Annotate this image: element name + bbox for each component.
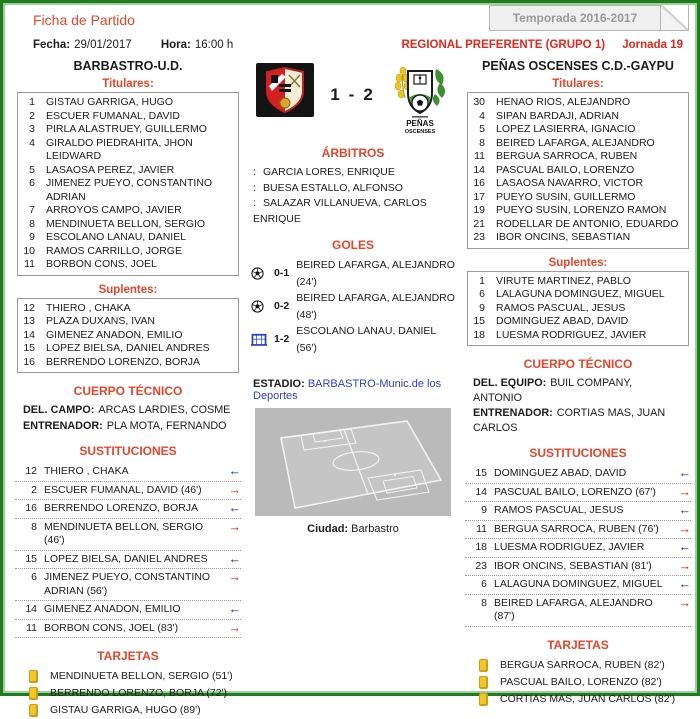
barbastro-crest-icon [256,63,314,117]
player-number: 9 [479,301,485,314]
goal-scorer: BEIRED LAFARGA, ALEJANDRO (48') [296,292,455,321]
player-row [18,356,238,370]
score [326,85,378,105]
substitution-row [15,500,241,519]
player-row [18,137,238,164]
player-number: 15 [475,467,487,479]
player-number: 8 [29,217,35,230]
player-row [18,315,238,329]
player-number: 6 [481,578,487,590]
substitution-arrow-icon [673,578,691,591]
staff-role: DEL. CAMPO: [23,404,95,416]
away-score: 2 [363,85,374,104]
player-name: BEIRED LAFARGA, ALEJANDRO (87') [494,596,653,622]
player-row [18,245,238,259]
home-staff-label: CUERPO TÉCNICO [73,384,183,398]
player-row [18,218,238,232]
referee-row [253,196,455,227]
goal-score: 0-2 [274,300,290,313]
player-name: PASCUAL BAILO, LORENZO (67') [494,485,656,498]
player-name: LALAGUNA DOMINGUEZ, MIGUEL [496,288,665,300]
staff-role: DEL. EQUIPO: [473,377,547,389]
home-staff-list [13,403,243,433]
player-number: 8 [481,596,487,609]
away-titulares-list [467,92,689,249]
home-subs-label: SUSTITUCIONES [79,444,177,458]
referee-name: BUESA ESTALLO, ALFONSO [263,181,403,194]
goal-type-icon [251,300,267,313]
away-titulares-label: Titulares: [552,78,604,90]
player-number: 6 [479,288,485,300]
staff-role: ENTRENADOR: [23,419,103,432]
player-number: 9 [29,231,35,243]
home-score: 1 [330,85,341,104]
card-player-name: MENDINUETA BELLON, SERGIO (51') [50,670,233,682]
player-number: 5 [29,163,35,176]
page-title: Ficha de Partido [33,12,135,28]
player-name: BERGUA SARROCA, RUBEN (76') [494,522,659,535]
away-cards-list [465,657,691,708]
player-row [468,288,688,302]
player-row [468,96,688,110]
player-name: BERRENDO LORENZO, BORJA [44,502,199,514]
referee-colon: : [253,166,256,178]
player-row [18,231,238,245]
player-number: 18 [473,328,485,341]
arbitros-label: ÁRBITROS [321,146,385,160]
home-cards-list [15,668,241,719]
player-number: 11 [474,150,485,162]
home-suplentes-label: Suplentes: [98,283,158,296]
card-player-name: BERGUA SARROCA, RUBEN (82') [500,658,665,671]
card-row [479,674,691,691]
substitution-row [465,539,691,558]
substitution-arrow-icon [223,521,241,534]
player-number: 1 [29,96,35,108]
player-name: GIRALDO PIEDRAHITA, JHON LEIDWARD [46,136,193,162]
player-row [18,123,238,137]
player-number: 11 [476,522,487,535]
estadio-line [253,378,455,402]
card-row [479,657,691,674]
staff-name: PLA MOTA, FERNANDO [106,419,227,432]
date-time [33,39,233,51]
player-name: DOMINGUEZ ABAD, DAVID [496,315,629,327]
player-number: 6 [31,571,37,583]
player-name: IBOR ONCINS, SEBASTIAN (81') [494,559,652,572]
substitution-row [15,463,241,482]
substitution-arrow-icon [673,597,691,610]
player-name: THIERO , CHAKA [46,301,131,314]
yellow-card-icon [29,670,38,683]
player-name: BORBON CONS, JOEL (83') [44,621,179,634]
jornada: Jornada 19 [622,39,683,51]
substitution-row [465,558,691,577]
player-name: LASAOSA NAVARRO, VICTOR [496,177,644,189]
goal-scorer: ESCOLANO LANAU, DANIEL (56') [296,325,436,354]
player-row [468,123,688,137]
player-number: 18 [475,541,487,553]
estadio-label: ESTADIO: [253,378,305,390]
substitution-arrow-icon [223,571,241,584]
player-row [18,164,238,178]
away-suplentes-list [467,271,689,347]
player-number: 6 [29,177,35,189]
competition-info [401,39,683,51]
player-number: 8 [31,520,37,533]
player-name: GIMENEZ ANADON, EMILIO [46,328,183,341]
player-number: 16 [23,355,35,368]
player-row [18,258,238,272]
player-number: 14 [473,163,485,176]
goal-score: 0-1 [274,267,290,280]
penas-oscenses-crest-icon [390,63,450,135]
player-row [468,164,688,178]
player-number: 30 [473,96,485,108]
substitution-arrow-icon [673,560,691,573]
player-row [468,204,688,218]
substitution-row [15,601,241,620]
competition-name: REGIONAL PREFERENTE (GRUPO 1) [401,39,606,51]
referee-colon: : [253,197,256,209]
player-number: 10 [23,244,35,257]
player-name: LUESMA RODRIGUEZ, JAVIER [494,541,645,553]
substitution-arrow-icon [673,523,691,536]
substitution-arrow-icon [673,541,691,554]
home-substitutions-list [15,463,241,638]
player-number: 23 [473,231,485,243]
goal-row [251,323,455,356]
svg-text:PEÑAS: PEÑAS [406,119,434,128]
goles-list [251,257,455,356]
player-number: 2 [29,109,35,122]
player-name: LASAOSA PEREZ, JAVIER [46,163,175,176]
card-player-name: GISTAU GARRIGA, HUGO (89') [50,704,201,716]
player-name: LALAGUNA DOMINGUEZ, MIGUEL [494,578,663,590]
player-number: 11 [24,258,35,270]
ciudad-label: Ciudad: [307,523,349,535]
goal-scorer: BEIRED LAFARGA, ALEJANDRO (24') [296,259,455,288]
substitution-row [15,551,241,570]
substitution-row [15,482,241,501]
goal-row [251,257,455,290]
player-number: 1 [479,274,485,287]
staff-name: BUIL COMPANY, ANTONIO [473,377,633,404]
card-row [29,702,241,719]
card-player-name: CORTIAS MAS, JUAN CARLOS (82') [500,692,676,705]
svg-text:OSCENSES: OSCENSES [404,129,436,135]
player-name: HENAO RIOS, ALEJANDRO [496,96,631,108]
player-name: GIMENEZ ANADON, EMILIO [44,603,181,615]
player-number: 12 [25,465,37,477]
player-number: 15 [23,342,35,354]
player-row [468,231,688,245]
substitution-row [465,595,691,627]
substitution-arrow-icon [673,504,691,517]
player-number: 2 [31,483,37,496]
player-row [468,275,688,289]
player-name: LUESMA RODRIGUEZ, JAVIER [496,328,647,341]
goal-type-icon [251,333,267,346]
hora-label: Hora: [160,39,191,51]
center-column [247,57,459,690]
player-row [468,191,688,205]
substitution-row [15,569,241,601]
substitution-arrow-icon [673,467,691,480]
player-name: LOPEZ BIELSA, DANIEL ANDRES [46,342,210,354]
player-row [468,177,688,191]
goles-label: GOLES [331,238,374,252]
referee-name: SALAZAR VILLANUEVA, CARLOS ENRIQUE [253,197,427,225]
away-team-name: PEÑAS OSCENSES C.D.-GAYPU [482,59,674,73]
staff-row [23,403,233,418]
away-team-column [459,57,697,705]
home-team-name: BARBASTRO-U.D. [73,59,183,73]
estadio-link[interactable]: BARBASTRO-Munic.de los Deportes [253,378,442,402]
player-name: PUEYO SUSIN, GUILLERMO [496,190,636,203]
player-number: 16 [25,502,37,514]
player-name: BERGUA SARROCA, RUBEN [496,150,638,162]
substitution-row [15,519,241,551]
player-name: PIRLA ALASTRUEY, GUILLERMO [46,123,207,135]
player-name: ARROYOS CAMPO, JAVIER [46,204,182,216]
player-name: RODELLAR DE ANTONIO, EDUARDO [496,217,679,230]
player-name: THIERO , CHAKA [44,465,129,477]
referee-row [253,165,455,181]
card-row [29,685,241,702]
player-number: 15 [473,315,485,327]
goal-score: 1-2 [274,333,290,346]
staff-row [23,419,233,434]
referee-name: GARCIA LORES, ENRIQUE [263,166,395,178]
player-row [18,302,238,316]
player-name: ESCUER FUMANAL, DAVID [46,109,180,122]
staff-row [473,376,683,405]
referee-colon: : [253,181,256,194]
away-staff-label: CUERPO TÉCNICO [523,357,633,371]
away-subs-label: SUSTITUCIONES [529,446,627,460]
player-name: GISTAU GARRIGA, HUGO [46,96,173,108]
player-row [468,110,688,124]
yellow-card-icon [479,693,488,706]
player-row [18,96,238,110]
main-columns [9,57,691,716]
player-number: 23 [475,559,487,572]
player-name: PUEYO SUSIN, LORENZO RAMON [496,204,667,216]
player-number: 13 [23,315,35,327]
stadium-field-image [255,408,451,516]
player-name: LOPEZ BIELSA, DANIEL ANDRES [44,552,208,565]
yellow-card-icon [29,687,38,700]
player-number: 4 [29,136,35,149]
player-name: BERRENDO LORENZO, BORJA [46,355,201,368]
fecha-value: 29/01/2017 [74,39,132,51]
match-info-row [33,39,683,51]
player-number: 21 [473,217,485,230]
home-titulares-label: Titulares: [102,78,154,90]
substitution-row [465,576,691,595]
goal-type-icon [251,267,267,280]
player-row [18,329,238,343]
player-name: SIPAN BARDAJI, ADRIAN [496,109,619,122]
player-name: ESCUER FUMANAL, DAVID (46') [44,483,202,496]
staff-role: ENTRENADOR: [473,407,553,419]
substitution-row [15,620,241,639]
player-number: 16 [473,177,485,189]
substitution-arrow-icon [673,486,691,499]
player-row [18,110,238,124]
home-cards-label: TARJETAS [97,649,159,663]
player-number: 12 [23,301,35,314]
ciudad-line [251,523,455,535]
player-name: MENDINUETA BELLON, SERGIO [46,217,206,230]
substitution-row [465,465,691,484]
player-row [468,302,688,316]
player-row [468,150,688,164]
player-number: 19 [473,204,485,216]
player-number: 17 [473,190,485,203]
player-number: 3 [29,123,35,135]
yellow-card-icon [479,676,488,689]
player-name: JIMENEZ PUEYO, CONSTANTINO ADRIAN [46,177,213,203]
page-corner-fold-icon [661,5,689,31]
staff-row [473,406,683,435]
card-row [479,691,691,708]
staff-name: ARCAS LARDIES, COSME [98,404,231,416]
player-number: 14 [475,485,487,498]
player-name: RAMOS PASCUAL, JESUS [496,301,626,314]
player-row [468,315,688,329]
card-row [29,668,241,685]
player-name: IBOR ONCINS, SEBASTIAN [496,231,631,243]
player-number: 14 [23,328,35,341]
score-separator: - [348,85,356,104]
player-name: JIMENEZ PUEYO, CONSTANTINO ADRIAN (56') [44,571,211,597]
player-row [468,329,688,343]
away-staff-list [463,376,693,435]
player-number: 9 [481,504,487,516]
fecha-label: Fecha: [33,39,71,51]
player-row [18,204,238,218]
substitution-arrow-icon [223,553,241,566]
yellow-card-icon [479,659,488,672]
yellow-card-icon [29,704,38,717]
card-player-name: BERRENDO LORENZO, BORJA (72') [50,687,228,699]
home-suplentes-list [17,298,239,374]
player-row [468,137,688,151]
player-row [18,177,238,204]
substitution-row [465,502,691,521]
substitution-row [465,521,691,540]
player-number: 8 [479,136,485,149]
ciudad-value: Barbastro [351,523,399,535]
player-name: MENDINUETA BELLON, SERGIO (46') [44,520,204,546]
away-substitutions-list [465,465,691,627]
player-number: 4 [479,109,485,122]
player-row [18,342,238,356]
player-name: ESCOLANO LANAU, DANIEL [46,231,187,243]
home-team-column [9,57,247,716]
substitution-row [465,484,691,503]
player-name: DOMINGUEZ ABAD, DAVID [494,467,627,479]
goal-row [251,290,455,323]
player-name: BEIRED LAFARGA, ALEJANDRO [496,136,655,149]
player-name: PASCUAL BAILO, LORENZO [496,163,635,176]
player-number: 14 [25,603,37,615]
hora-value: 16:00 h [194,39,234,51]
player-number: 15 [25,552,37,565]
player-name: PLAZA DUXANS, IVAN [46,315,155,327]
staff-name: CORTIAS MAS, JUAN CARLOS [473,407,666,434]
player-name: VIRUTE MARTINEZ, PABLO [496,274,631,287]
substitution-arrow-icon [223,484,241,497]
tab-season[interactable]: Temporada 2016-2017 [489,5,661,31]
player-row [468,218,688,232]
arbitros-list [251,165,455,227]
referee-row [253,181,455,197]
score-header [251,63,455,135]
player-name: RAMOS PASCUAL, JESUS [494,504,624,516]
player-name: LOPEZ LASIERRA, IGNACIO [496,123,636,135]
substitution-arrow-icon [223,502,241,515]
away-cards-label: TARJETAS [547,637,609,652]
away-suplentes-label: Suplentes: [548,256,608,269]
home-titulares-list [17,92,239,276]
player-number: 7 [29,204,35,216]
substitution-arrow-icon [223,622,241,635]
player-name: BORBON CONS, JOEL [46,258,157,270]
player-name: RAMOS CARRILLO, JORGE [46,244,182,257]
player-number: 11 [26,621,37,634]
player-number: 5 [479,123,485,135]
substitution-arrow-icon [223,603,241,616]
substitution-arrow-icon [223,465,241,478]
card-player-name: PASCUAL BAILO, LORENZO (82') [500,675,662,688]
